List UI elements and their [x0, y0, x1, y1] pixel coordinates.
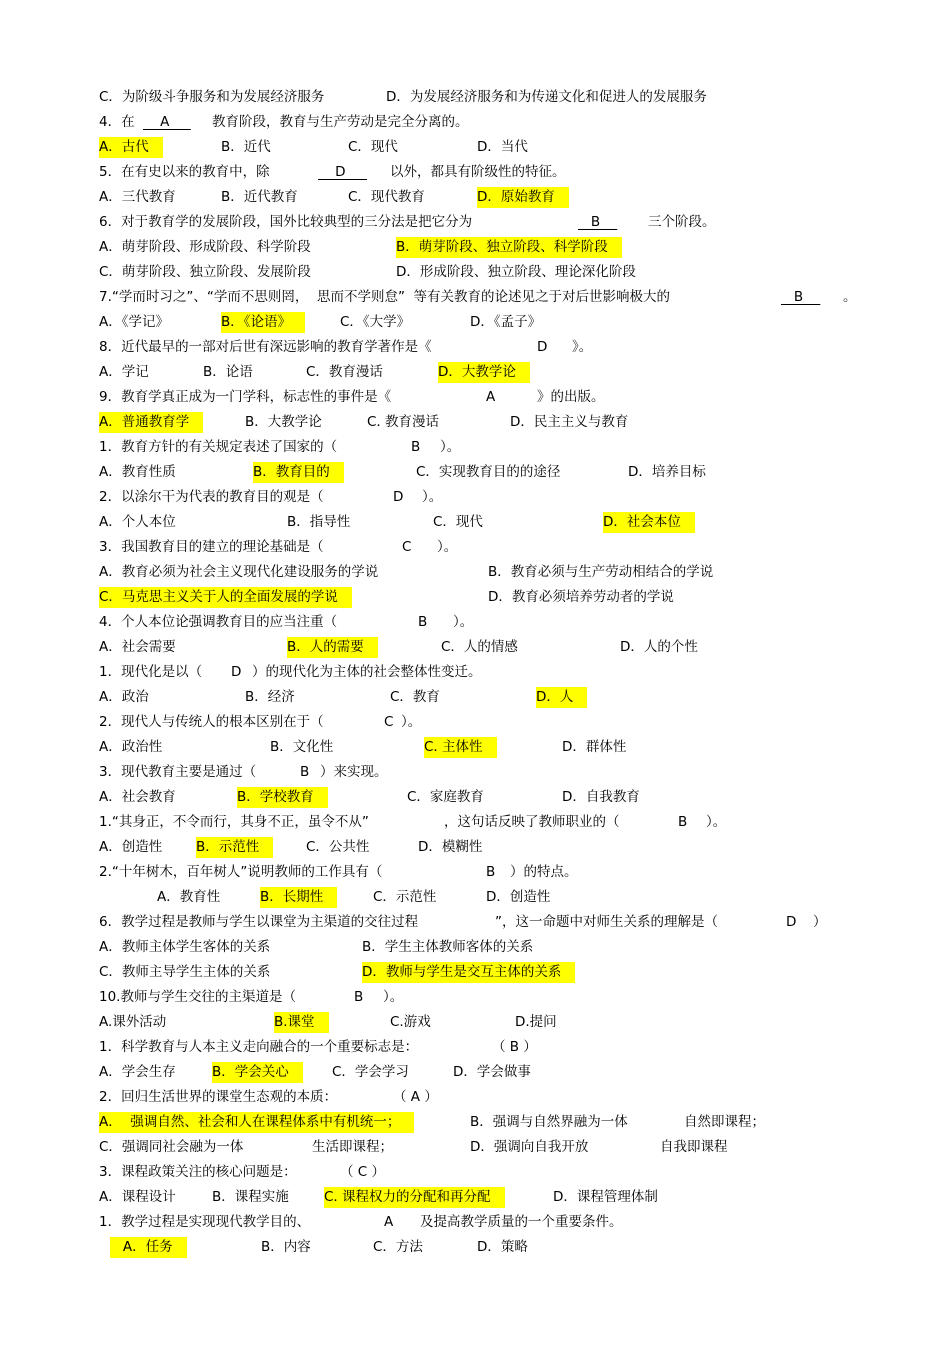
highlighted-answer: B．学会关心	[212, 1062, 303, 1083]
text-segment: C．教育漫话	[306, 364, 383, 380]
text-segment: D．形成阶段、独立阶段、理论深化阶段	[396, 264, 636, 280]
text-line	[0, 160, 950, 185]
text-segment: B	[418, 614, 428, 630]
text-line	[0, 1185, 950, 1210]
text-segment: B．指导性	[287, 514, 351, 530]
text-line	[0, 110, 950, 135]
text-line	[0, 760, 950, 785]
text-segment: D．自我教育	[562, 789, 640, 805]
text-segment: A．个人本位	[99, 514, 176, 530]
text-segment: A．教育性	[157, 889, 221, 905]
highlighted-answer: D．原始教育	[477, 187, 569, 208]
text-segment: ）。	[706, 814, 727, 830]
text-segment: B．近代教育	[221, 189, 298, 205]
text-segment: C．强调同社会融为一体	[99, 1139, 244, 1155]
text-segment: C．教师主导学生主体的关系	[99, 964, 271, 980]
text-segment: （ C ）	[340, 1164, 386, 1180]
answer-blank: B	[578, 214, 618, 230]
text-segment: D．创造性	[486, 889, 551, 905]
text-line	[0, 860, 950, 885]
text-segment: 自我即课程	[660, 1139, 728, 1155]
text-segment: A．社会需要	[99, 639, 176, 655]
text-line	[0, 385, 950, 410]
highlighted-answer: B．学校教育	[237, 787, 328, 808]
text-segment: C．家庭教育	[407, 789, 484, 805]
text-segment: 1．科学教育与人本主义走向融合的一个重要标志是：	[99, 1039, 419, 1055]
text-segment: C	[384, 714, 394, 730]
text-segment: ）。	[437, 539, 458, 555]
text-segment: C．方法	[373, 1239, 423, 1255]
text-line	[0, 410, 950, 435]
text-segment: C．学会学习	[332, 1064, 409, 1080]
text-segment: C．实现教育目的的途径	[416, 464, 561, 480]
text-segment: D．人的个性	[620, 639, 698, 655]
text-line	[0, 985, 950, 1010]
answer-blank: D	[318, 164, 368, 180]
text-segment: C．为阶级斗争服务和为发展经济服务	[99, 89, 325, 105]
text-segment: A	[384, 1214, 394, 1230]
text-segment: 以外，都具有阶级性的特征。	[390, 164, 566, 180]
text-segment: C．现代	[348, 139, 398, 155]
text-segment: A．课程设计	[99, 1189, 176, 1205]
text-segment: A．学记	[99, 364, 149, 380]
text-line	[0, 1110, 950, 1135]
text-segment: D．模糊性	[418, 839, 483, 855]
text-segment: B	[354, 989, 364, 1005]
text-line	[0, 535, 950, 560]
text-segment: B．教育必须与生产劳动相结合的学说	[488, 564, 714, 580]
text-line	[0, 85, 950, 110]
highlighted-answer: A． 强调自然、社会和人在课程体系中有机统一；	[99, 1112, 414, 1133]
highlighted-answer: A．普通教育学	[99, 412, 203, 433]
text-segment: A．创造性	[99, 839, 163, 855]
text-line	[0, 435, 950, 460]
text-segment: B．经济	[245, 689, 295, 705]
text-segment: 2.“十年树木，百年树人”说明教师的工作具有（	[99, 864, 383, 880]
text-segment: 生活即课程；	[312, 1139, 393, 1155]
text-segment: A．《学记》	[99, 314, 169, 330]
text-segment: 6．对于教育学的发展阶段，国外比较典型的三分法是把它分为	[99, 214, 473, 230]
text-line	[0, 885, 950, 910]
text-segment: 1．教学过程是实现现代教学目的、	[99, 1214, 311, 1230]
highlighted-answer: D．大教学论	[438, 362, 530, 383]
text-line	[0, 1060, 950, 1085]
text-segment: ）。	[453, 614, 474, 630]
text-line	[0, 610, 950, 635]
text-line	[0, 1035, 950, 1060]
text-segment: D．《孟子》	[470, 314, 542, 330]
text-segment: C．现代	[433, 514, 483, 530]
highlighted-answer: C. 课程权力的分配和再分配	[324, 1187, 505, 1208]
text-segment: 4．个人本位论强调教育目的应当注重（	[99, 614, 338, 630]
highlighted-answer: D．人	[536, 687, 587, 708]
text-segment: D	[786, 914, 797, 930]
text-line	[0, 1160, 950, 1185]
text-line	[0, 335, 950, 360]
highlighted-answer: A．古代	[99, 137, 163, 158]
text-line	[0, 235, 950, 260]
text-line	[0, 960, 950, 985]
text-segment: 1.“其身正，不令而行，其身不正，虽令不从”	[99, 814, 369, 830]
text-segment: C．萌芽阶段、独立阶段、发展阶段	[99, 264, 311, 280]
text-segment: A．学会生存	[99, 1064, 176, 1080]
highlighted-answer: A．任务	[110, 1237, 187, 1258]
text-segment: A．三代教育	[99, 189, 176, 205]
text-segment: A．萌芽阶段、形成阶段、科学阶段	[99, 239, 311, 255]
text-segment: B．文化性	[270, 739, 334, 755]
text-segment: ”，这一命题中对师生关系的理解是（	[495, 914, 718, 930]
text-segment: B．近代	[221, 139, 271, 155]
text-segment: （ A ）	[393, 1089, 438, 1105]
text-line	[0, 810, 950, 835]
text-segment: D．为发展经济服务和为传递文化和促进人的发展服务	[386, 89, 707, 105]
text-segment: B	[486, 864, 496, 880]
text-segment: 及提高教学质量的一个重要条件。	[420, 1214, 623, 1230]
text-line	[0, 660, 950, 685]
highlighted-answer: B．教育目的	[253, 462, 344, 483]
highlighted-answer: B.课堂	[274, 1012, 329, 1033]
text-segment: （ B ）	[492, 1039, 537, 1055]
text-segment: B．课程实施	[212, 1189, 289, 1205]
text-segment: C．现代教育	[348, 189, 425, 205]
text-segment: ）。	[383, 989, 404, 1005]
text-line	[0, 1135, 950, 1160]
text-segment: ）	[813, 914, 827, 930]
text-line	[0, 910, 950, 935]
text-segment: 2．以涂尔干为代表的教育目的观是（	[99, 489, 324, 505]
text-line	[0, 560, 950, 585]
text-segment: D	[393, 489, 404, 505]
text-segment: 三个阶段。	[648, 214, 716, 230]
text-line	[0, 935, 950, 960]
text-segment: C．公共性	[306, 839, 370, 855]
answer-blank: B	[781, 289, 821, 305]
answer-blank: A	[143, 114, 191, 130]
text-segment: 》的出版。	[537, 389, 605, 405]
text-segment: 6．教学过程是教师与学生以课堂为主渠道的交往过程	[99, 914, 419, 930]
text-segment: B	[300, 764, 310, 780]
text-segment: B．学生主体教师客体的关系	[362, 939, 534, 955]
text-line	[0, 210, 950, 235]
text-line	[0, 310, 950, 335]
text-segment: C. 教育漫话	[367, 414, 440, 430]
text-segment: 8．近代最早的一部对后世有深远影响的教育学著作是《	[99, 339, 432, 355]
text-segment: D．培养目标	[628, 464, 706, 480]
text-line	[0, 1235, 950, 1260]
text-line	[0, 185, 950, 210]
text-line	[0, 285, 950, 310]
text-line	[0, 460, 950, 485]
highlighted-answer: B．人的需要	[287, 637, 378, 658]
text-segment: 7.“学而时习之”、“学而不思则罔， 思而不学则怠” 等有关教育的论述见之于对后世影响极大的	[99, 289, 671, 305]
text-segment: B	[411, 439, 421, 455]
text-segment: ）的特点。	[510, 864, 578, 880]
text-segment: D．强调向自我开放	[470, 1139, 589, 1155]
highlighted-answer: D．教师与学生是交互主体的关系	[362, 962, 575, 983]
text-segment: ，这句话反映了教师职业的（	[444, 814, 620, 830]
text-line	[0, 485, 950, 510]
text-segment: 2．回归生活世界的课堂生态观的本质：	[99, 1089, 338, 1105]
text-segment: 4．在	[99, 114, 135, 130]
text-line	[0, 835, 950, 860]
highlighted-answer: B．示范性	[196, 837, 273, 858]
highlighted-answer: B．长期性	[260, 887, 337, 908]
text-line	[0, 585, 950, 610]
highlighted-answer: B．《论语》	[221, 312, 305, 333]
text-segment: D	[231, 664, 242, 680]
text-segment: D．民主主义与教育	[510, 414, 629, 430]
text-line	[0, 1210, 950, 1235]
text-line	[0, 735, 950, 760]
text-segment: 9．教育学真正成为一门学科，标志性的事件是《	[99, 389, 392, 405]
text-segment: B	[678, 814, 688, 830]
highlighted-answer: C. 主体性	[424, 737, 497, 758]
text-segment: A．教育必须为社会主义现代化建设服务的学说	[99, 564, 379, 580]
highlighted-answer: D．社会本位	[603, 512, 695, 533]
text-segment: 。	[843, 289, 857, 305]
text-line	[0, 785, 950, 810]
highlighted-answer: C．马克思主义关于人的全面发展的学说	[99, 587, 352, 608]
text-segment: B．论语	[203, 364, 253, 380]
text-segment: A．政治性	[99, 739, 163, 755]
text-segment: B．内容	[261, 1239, 311, 1255]
text-segment: A．教师主体学生客体的关系	[99, 939, 271, 955]
text-segment: A．政治	[99, 689, 149, 705]
text-segment: 5．在有史以来的教育中，除	[99, 164, 270, 180]
text-line	[0, 710, 950, 735]
text-segment: A.课外活动	[99, 1014, 167, 1030]
text-line	[0, 635, 950, 660]
text-segment: D．当代	[477, 139, 528, 155]
text-segment: ）。	[440, 439, 461, 455]
text-segment: D	[537, 339, 548, 355]
text-segment: 10.教师与学生交往的主渠道是（	[99, 989, 296, 1005]
text-segment: A	[486, 389, 496, 405]
text-segment: D．课程管理体制	[553, 1189, 658, 1205]
text-segment: B．强调与自然界融为一体	[470, 1114, 628, 1130]
text-segment: 1．现代化是以（	[99, 664, 203, 680]
text-segment: 教育阶段，教育与生产劳动是完全分离的。	[212, 114, 469, 130]
text-segment: ）。	[422, 489, 443, 505]
text-line	[0, 135, 950, 160]
text-line	[0, 685, 950, 710]
text-segment: 3．我国教育目的建立的理论基础是（	[99, 539, 324, 555]
text-segment: A．社会教育	[99, 789, 176, 805]
text-segment: C．《大学》	[340, 314, 411, 330]
text-segment: A．教育性质	[99, 464, 176, 480]
text-segment: ）的现代化为主体的社会整体性变迁。	[252, 664, 482, 680]
text-line	[0, 260, 950, 285]
text-segment: 3．课程政策关注的核心问题是：	[99, 1164, 297, 1180]
text-segment: ）来实现。	[320, 764, 388, 780]
text-segment: C．教育	[390, 689, 440, 705]
text-segment: ）。	[401, 714, 422, 730]
text-segment: D．策略	[477, 1239, 528, 1255]
text-segment: D．群体性	[562, 739, 627, 755]
text-segment: C.游戏	[390, 1014, 431, 1030]
text-line	[0, 360, 950, 385]
text-segment: C	[402, 539, 412, 555]
text-line	[0, 510, 950, 535]
text-segment: 1．教育方针的有关规定表述了国家的（	[99, 439, 338, 455]
text-segment: 自然即课程；	[684, 1114, 765, 1130]
text-segment: D．学会做事	[453, 1064, 531, 1080]
text-segment: D.提问	[515, 1014, 557, 1030]
text-line	[0, 1085, 950, 1110]
text-segment: D．教育必须培养劳动者的学说	[488, 589, 674, 605]
text-segment: 2．现代人与传统人的根本区别在于（	[99, 714, 324, 730]
text-segment: C．示范性	[373, 889, 437, 905]
highlighted-answer: B．萌芽阶段、独立阶段、科学阶段	[396, 237, 622, 258]
text-segment: C．人的情感	[441, 639, 518, 655]
text-segment: B．大教学论	[245, 414, 322, 430]
text-segment: 3．现代教育主要是通过（	[99, 764, 257, 780]
text-segment: 》。	[572, 339, 593, 355]
text-line	[0, 1010, 950, 1035]
